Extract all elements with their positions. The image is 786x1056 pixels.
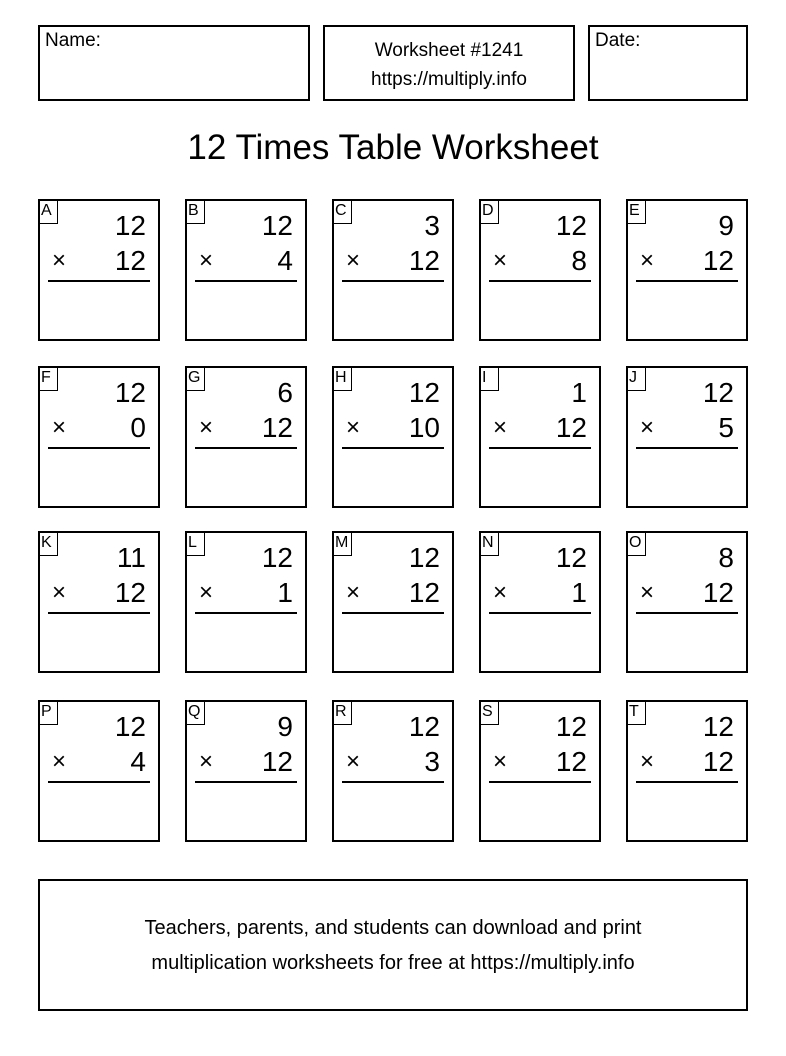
times-sign: × (640, 414, 655, 441)
problem-letter: O (627, 532, 646, 556)
answer-line (195, 447, 297, 449)
problem-letter: B (186, 200, 205, 224)
answer-line (48, 612, 150, 614)
problem-bottom-number: 12 (114, 245, 146, 276)
answer-line (342, 280, 444, 282)
worksheet-number: Worksheet #1241 (374, 40, 524, 61)
problem-letter: R (333, 701, 352, 725)
problem-bottom-number: 4 (130, 746, 146, 777)
problem-bottom-number: 12 (408, 577, 440, 608)
problem-card[interactable] (626, 366, 748, 508)
problem-letter: G (186, 367, 205, 391)
times-sign: × (52, 748, 67, 775)
problem-letter: L (186, 532, 205, 556)
answer-line (342, 781, 444, 783)
times-sign: × (640, 748, 655, 775)
problem-top-number: 9 (277, 711, 293, 742)
problem-top-number: 12 (114, 711, 146, 742)
problem-letter: S (480, 701, 499, 725)
problem-card[interactable] (479, 531, 601, 673)
worksheet-url: https://multiply.info (371, 69, 527, 90)
problem-card[interactable] (185, 199, 307, 341)
problem-card[interactable] (479, 700, 601, 842)
problem-card[interactable] (332, 700, 454, 842)
problem-bottom-number: 12 (555, 412, 587, 443)
problem-card[interactable] (185, 700, 307, 842)
times-sign: × (346, 414, 361, 441)
times-sign: × (493, 579, 508, 606)
problem-bottom-number: 1 (571, 577, 587, 608)
problem-bottom-number: 0 (130, 412, 146, 443)
answer-line (489, 612, 591, 614)
problem-letter: I (480, 367, 499, 391)
times-sign: × (346, 247, 361, 274)
problem-top-number: 12 (114, 377, 146, 408)
problem-letter: E (627, 200, 646, 224)
problem-letter: M (333, 532, 352, 556)
times-sign: × (346, 579, 361, 606)
problem-letter: D (480, 200, 499, 224)
problem-top-number: 12 (555, 210, 587, 241)
answer-line (342, 447, 444, 449)
problem-top-number: 1 (571, 377, 587, 408)
problem-card[interactable] (626, 531, 748, 673)
problem-card[interactable] (626, 199, 748, 341)
problem-letter: A (39, 200, 58, 224)
times-sign: × (52, 247, 67, 274)
problem-bottom-number: 12 (408, 245, 440, 276)
times-sign: × (493, 414, 508, 441)
answer-line (636, 447, 738, 449)
problem-card[interactable] (38, 366, 160, 508)
name-field-box[interactable] (38, 25, 310, 101)
times-sign: × (199, 247, 214, 274)
problem-top-number: 12 (261, 210, 293, 241)
problem-card[interactable] (479, 366, 601, 508)
problem-letter: P (39, 701, 58, 725)
times-sign: × (640, 247, 655, 274)
answer-line (489, 280, 591, 282)
problem-bottom-number: 5 (718, 412, 734, 443)
times-sign: × (199, 579, 214, 606)
times-sign: × (199, 748, 214, 775)
answer-line (48, 280, 150, 282)
problem-top-number: 9 (718, 210, 734, 241)
problem-bottom-number: 12 (261, 746, 293, 777)
times-sign: × (493, 748, 508, 775)
problem-letter: N (480, 532, 499, 556)
name-label: Name: (45, 30, 101, 51)
problem-top-number: 12 (114, 210, 146, 241)
problem-top-number: 12 (555, 711, 587, 742)
problem-top-number: 12 (702, 711, 734, 742)
answer-line (636, 280, 738, 282)
footer-box (38, 879, 748, 1011)
problem-top-number: 12 (261, 542, 293, 573)
page-title: 12 Times Table Worksheet (187, 128, 599, 167)
problem-letter: C (333, 200, 352, 224)
problem-card[interactable] (332, 531, 454, 673)
problem-card[interactable] (626, 700, 748, 842)
problem-card[interactable] (38, 700, 160, 842)
answer-line (195, 781, 297, 783)
problem-top-number: 8 (718, 542, 734, 573)
problem-top-number: 12 (702, 377, 734, 408)
problem-card[interactable] (479, 199, 601, 341)
times-sign: × (493, 247, 508, 274)
answer-line (48, 781, 150, 783)
times-sign: × (52, 579, 67, 606)
problem-top-number: 11 (116, 542, 146, 573)
problem-top-number: 12 (555, 542, 587, 573)
problem-card[interactable] (185, 531, 307, 673)
answer-line (489, 447, 591, 449)
problem-top-number: 12 (408, 711, 440, 742)
problem-bottom-number: 12 (702, 746, 734, 777)
problem-bottom-number: 12 (702, 577, 734, 608)
problem-letter: Q (186, 701, 205, 725)
problem-bottom-number: 4 (277, 245, 293, 276)
problem-card[interactable] (38, 199, 160, 341)
problem-bottom-number: 3 (424, 746, 440, 777)
date-label: Date: (595, 30, 641, 51)
footer-line-1: Teachers, parents, and students can download and print (144, 917, 642, 939)
times-sign: × (199, 414, 214, 441)
answer-line (636, 781, 738, 783)
problem-bottom-number: 1 (277, 577, 293, 608)
problem-top-number: 12 (408, 542, 440, 573)
problem-card[interactable] (38, 531, 160, 673)
problem-top-number: 6 (277, 377, 293, 408)
problem-card[interactable] (185, 366, 307, 508)
problem-letter: J (627, 367, 646, 391)
times-sign: × (52, 414, 67, 441)
problem-card[interactable] (332, 366, 454, 508)
date-field-box[interactable] (588, 25, 748, 101)
problem-letter: T (627, 701, 646, 725)
answer-line (489, 781, 591, 783)
problem-card[interactable] (332, 199, 454, 341)
times-sign: × (346, 748, 361, 775)
problem-letter: H (333, 367, 352, 391)
times-sign: × (640, 579, 655, 606)
problem-top-number: 12 (408, 377, 440, 408)
problem-bottom-number: 12 (702, 245, 734, 276)
answer-line (636, 612, 738, 614)
answer-line (195, 612, 297, 614)
problem-letter: K (39, 532, 58, 556)
answer-line (195, 280, 297, 282)
answer-line (48, 447, 150, 449)
problem-bottom-number: 12 (261, 412, 293, 443)
problem-letter: F (39, 367, 58, 391)
problem-bottom-number: 8 (571, 245, 587, 276)
problem-bottom-number: 12 (555, 746, 587, 777)
problem-bottom-number: 12 (114, 577, 146, 608)
problem-top-number: 3 (424, 210, 440, 241)
answer-line (342, 612, 444, 614)
worksheet-info-box (323, 25, 575, 101)
problem-bottom-number: 10 (408, 412, 440, 443)
footer-line-2: multiplication worksheets for free at https://multiply.info (151, 952, 635, 974)
